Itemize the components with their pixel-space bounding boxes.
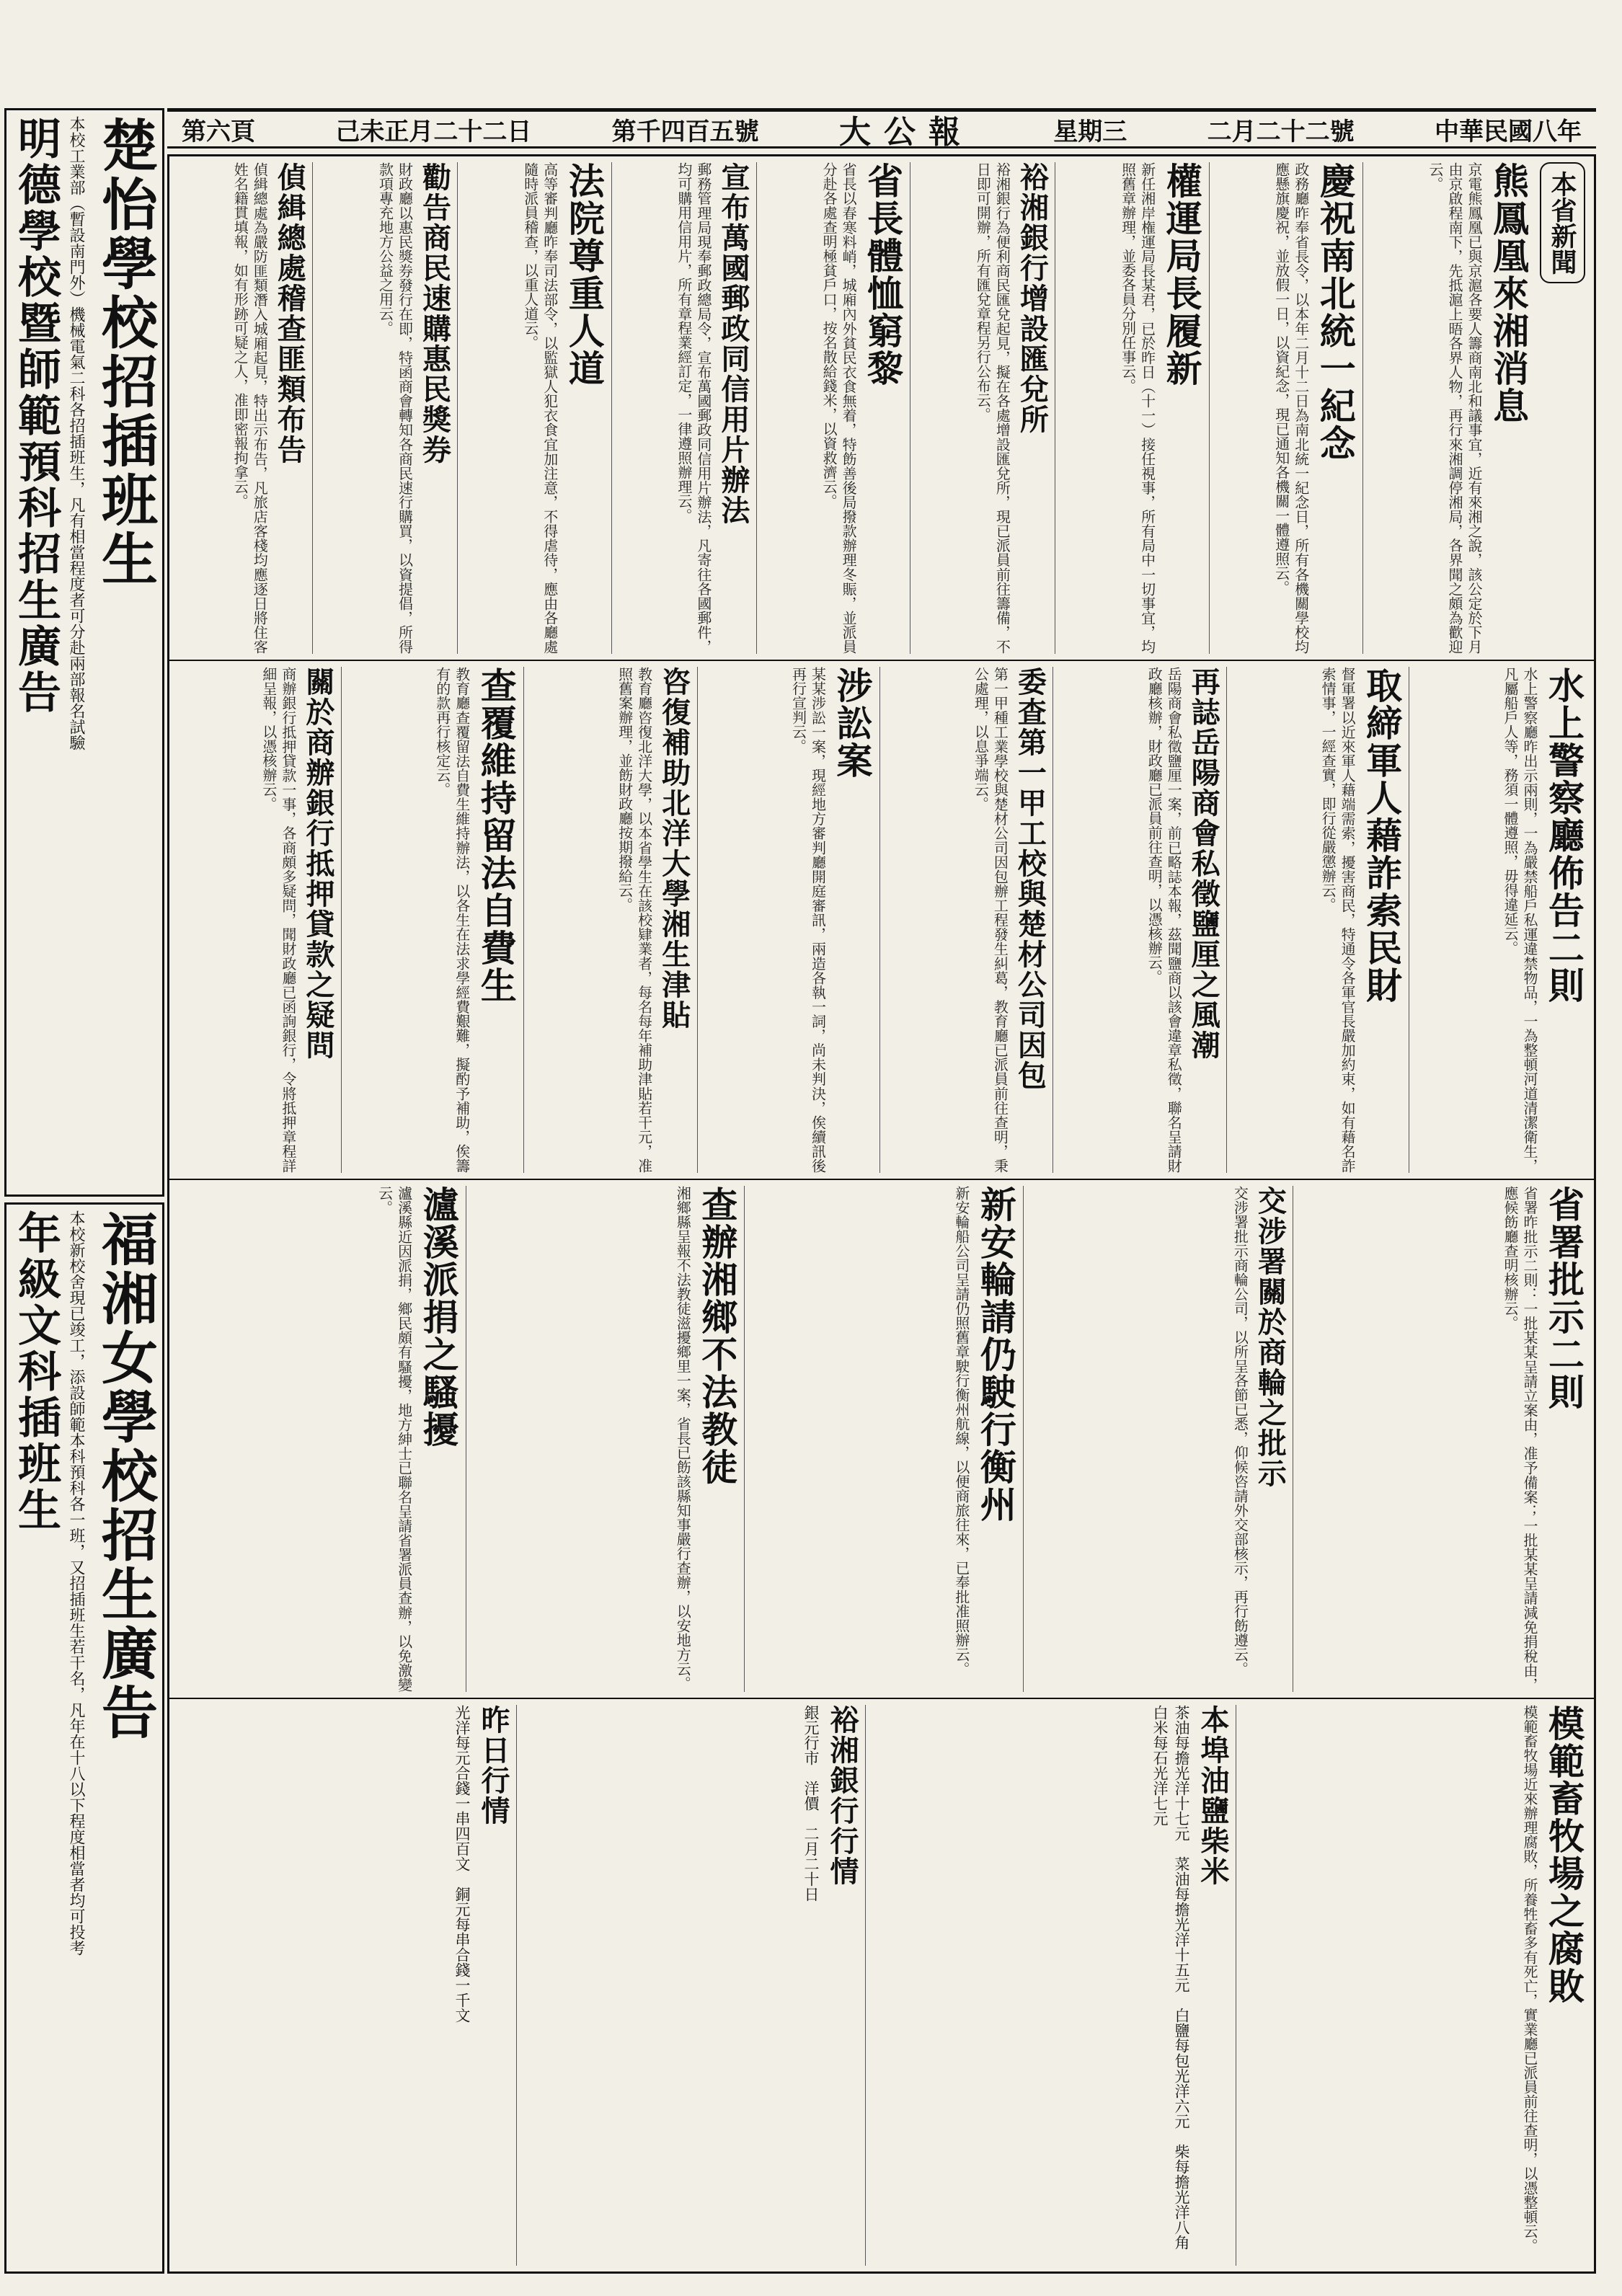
article xyxy=(534,667,698,1173)
article-body: 水上警察廳昨出示兩則，一為嚴禁船戶私運違禁物品，一為整頓河道清潔衛生，凡屬船戶人等，務須一體遵照，毋得違延云。 xyxy=(1502,667,1538,1173)
article xyxy=(178,1186,466,1692)
article xyxy=(1237,667,1409,1173)
article xyxy=(323,162,458,654)
article-body: 郵務管理局現奉郵政總局令，宣布萬國郵政同信用片辦法，凡寄往各國郵件，均可購用信用片，所有章程業經訂定，一律遵照辦理云。 xyxy=(675,162,712,654)
article xyxy=(1419,667,1585,1173)
tier-4 xyxy=(169,1699,1594,2271)
article-body: 高等審判廳昨奉司法部令，以監獄人犯衣食宜加注意，不得虐待，應由各廳處隨時派員稽查，以重人道云。 xyxy=(521,162,559,654)
article-headline: 模範畜牧場之腐敗 xyxy=(1543,1705,1585,2005)
article-body: 模範畜牧場近來辦理腐敗，所養牲畜多有死亡，實業廳已派員前往查明，以憑整頓云。 xyxy=(1521,1705,1538,2253)
article-headline: 再誌岳陽商會私徵鹽厘之風潮 xyxy=(1187,667,1221,1060)
article-headline: 新安輪請仍駛行衡州 xyxy=(974,1186,1017,1523)
article-headline: 省署批示二則 xyxy=(1543,1186,1585,1411)
article-body: 省署昨批示二則：一批某某呈請立案由，准予備案；一批某某呈請減免捐稅由，應候飭廳查明核辦云。 xyxy=(1502,1186,1538,1692)
article-body: 商辦銀行抵押貸款一事，各商頗多疑問，聞財政廳已函詢銀行，令將抵押章程詳細呈報，以憑核辦云。 xyxy=(260,667,297,1173)
article-headline: 交涉署關於商輪之批示 xyxy=(1253,1186,1288,1489)
article-body: 瀘溪縣近因派捐，鄉民頗有騷擾，地方紳士已聯名呈請省署派員查辦，以免激變云。 xyxy=(376,1186,413,1692)
article-headline: 裕湘銀行行情 xyxy=(825,1705,859,1887)
article xyxy=(1034,1186,1294,1692)
article-headline: 權運局長履新 xyxy=(1160,162,1203,387)
article-headline: 咨復補助北洋大學湘生津貼 xyxy=(657,667,691,1030)
article xyxy=(1373,162,1530,654)
article-headline: 裕湘銀行增設匯兌所 xyxy=(1015,162,1050,435)
masthead-lunar: 己未正月二十二日 xyxy=(335,117,532,146)
article-headline: 涉訟案 xyxy=(830,667,874,779)
news-frame xyxy=(167,154,1596,2274)
masthead-weekday: 星期三 xyxy=(1053,117,1127,146)
section-label: 本省新聞 xyxy=(1540,162,1585,283)
article xyxy=(1220,162,1363,654)
article-headline: 瀘溪派捐之騷擾 xyxy=(417,1186,460,1448)
masthead-issue: 第千四百五號 xyxy=(611,117,759,146)
article xyxy=(1065,162,1209,654)
article-body: 財政廳以惠民獎券發行在即，特函商會轉知各商民速行購買，以資提倡，所得款項專充地方公益之用云。 xyxy=(376,162,414,654)
tier-1 xyxy=(169,156,1594,661)
article-headline: 本埠油鹽柴米 xyxy=(1196,1705,1230,1887)
market-prices xyxy=(876,1705,1236,2266)
article xyxy=(1063,667,1227,1173)
article-body: 督軍署以近來軍人藉端需索，擾害商民，特通令各軍官長嚴加約束，如有藉名詐索情事，一經查實，即行從嚴懲辦云。 xyxy=(1319,667,1357,1173)
masthead-page: 第六頁 xyxy=(182,117,255,146)
market-body: 茶油每擔光洋十七元 菜油每擔光洋十五元 白鹽每包光洋六元 柴每擔光洋八角 白米每石光洋七元 xyxy=(1151,1705,1190,2265)
article-body: 教育廳查覆留法自費生維持辦法，以各生在法求學經費艱難，擬酌予補助，俟籌有的款再行核定云。 xyxy=(433,667,471,1173)
article-body: 交涉署批示商輪公司，以所呈各節已悉，仰候咨請外交部核示，再行飭遵云。 xyxy=(1231,1186,1249,1676)
article xyxy=(1246,1705,1585,2266)
daily-quotes xyxy=(178,1705,517,2266)
masthead xyxy=(167,108,1596,149)
article-body: 新安輪船公司呈請仍照舊章駛行衡州航線，以便商旅往來，已奉批准照辦云。 xyxy=(952,1186,970,1676)
article-headline: 查覆維持留法自費生 xyxy=(474,667,518,1004)
article xyxy=(352,667,524,1173)
article-body: 湘鄉縣呈報不法教徒滋擾鄉里一案，省長已飭該縣知事嚴行查辦，以安地方云。 xyxy=(674,1186,692,1690)
article xyxy=(890,667,1054,1173)
article-headline: 取締軍人藉詐索民財 xyxy=(1360,667,1404,1004)
article-headline: 水上警察廳佈告二則 xyxy=(1543,667,1585,1004)
masthead-date-roc: 中華民國八年 xyxy=(1434,117,1582,146)
ad-title: 福湘女學校招生廣告 xyxy=(92,1210,158,1742)
ad-title-secondary: 年級文科插班生 xyxy=(11,1210,61,1533)
article-body: 教育廳咨復北洋大學，以本省學生在該校肄業者，每名每年補助津貼若干元，准照舊案辦理，並飭財政廳按期撥給云。 xyxy=(616,667,653,1173)
bank-quotes xyxy=(527,1705,866,2266)
article xyxy=(178,162,313,654)
ad-body: 本校工業部（暫設南門外）機械電氣二科各招插班生，凡有相當程度者可分赴兩部報名試驗 xyxy=(67,116,85,750)
masthead-name: 大公報 xyxy=(838,114,973,151)
article xyxy=(622,162,757,654)
article-body: 政務廳昨奉省長令，以本年二月十二日為南北統一紀念日，所有各機關學校均應懸旗慶祝，並放假一日，以資紀念，現已通知各機關一體遵照云。 xyxy=(1272,162,1310,654)
article-headline: 熊鳳凰來湘消息 xyxy=(1487,162,1530,425)
article-body: 省長以春寒料峭，城廂內外貧民衣食無着，特飭善後局撥款辦理冬賑，並派員分赴各處查明極貧戶口，按名散給錢米，以資救濟云。 xyxy=(820,162,858,654)
article-body: 第一甲種工業學校與楚材公司因包辦工程發生糾葛，教育廳已派員前往查明，秉公處理，以息爭端云。 xyxy=(972,667,1009,1173)
article-headline: 省長體恤窮黎 xyxy=(861,162,905,387)
tier-3 xyxy=(169,1180,1594,1699)
article-body: 偵緝總處為嚴防匪類潛入城廂起見，特出示布告，凡旅店客棧均應逐日將住客姓名籍貫填報，如有形跡可疑之人，准即密報拘拿云。 xyxy=(231,162,269,654)
market-body: 光洋每元合錢一串四百文 銅元每串合錢一千文 xyxy=(453,1705,471,2023)
article xyxy=(1303,1186,1585,1692)
article xyxy=(755,1186,1024,1692)
article-headline: 查辦湘鄉不法教徒 xyxy=(696,1186,739,1486)
article-headline: 宣布萬國郵政同信用片辦法 xyxy=(716,162,750,526)
article xyxy=(477,1186,745,1692)
ad-body: 本校新校舍現已竣工，添設師範本科預科各一班，又招插班生若干名，凡年在十八以下程度相當者均可投考 xyxy=(67,1210,85,1956)
article-body: 岳陽商會私徵鹽厘一案，前已略誌本報，茲聞鹽商以該會違章私徵，聯名呈請財政廳核辦，財政廳已派員前往查明，以憑核辦云。 xyxy=(1145,667,1183,1173)
article-headline: 偵緝總處稽查匪類布告 xyxy=(272,162,307,465)
school-ad-chuyi xyxy=(4,108,164,1197)
article-headline: 昨日行情 xyxy=(477,1705,510,1826)
article-headline: 慶祝南北統一紀念 xyxy=(1313,162,1357,462)
article-headline: 關於商辦銀行抵押貸款之疑問 xyxy=(301,667,335,1060)
article-headline: 勸告商民速購惠民獎券 xyxy=(417,162,452,465)
article xyxy=(708,667,880,1173)
article-headline: 法院尊重人道 xyxy=(562,162,606,387)
ad-title: 楚怡學校招插班生 xyxy=(92,116,158,589)
masthead-date-day: 二月二十二號 xyxy=(1207,117,1355,146)
article xyxy=(178,667,342,1173)
article-headline: 委查第一甲工校與楚材公司因包 xyxy=(1013,667,1047,1091)
article-body: 京電熊鳳凰已與京滬各要人籌商南北和議事宜，近有來湘之說，該公定於下月由京啟程南下，先抵滬上晤各界人物，再行來湘調停湘局，各界聞之頗為歡迎云。 xyxy=(1427,162,1483,654)
article-body: 新任湘岸権運局長某君，已於昨日（十一）接任視事，所有局中一切事宜，均照舊章辦理，並委各員分別任事云。 xyxy=(1119,162,1156,654)
article xyxy=(468,162,611,654)
ad-title-secondary: 明德學校暨師範預科招生廣告 xyxy=(11,116,61,716)
article-body: 某某涉訟一案，現經地方審判廳開庭審訊，兩造各執一詞，尚未判決，俟續訊後再行宣判云。 xyxy=(789,667,827,1173)
tier-2 xyxy=(169,661,1594,1180)
market-body: 銀元行市 洋價 二月二十日 xyxy=(802,1705,820,1902)
article xyxy=(767,162,910,654)
article-body: 裕湘銀行為便利商民匯兌起見，擬在各處增設匯兌所，現已派員前往籌備，不日即可開辦，所有匯兌章程另行公布云。 xyxy=(974,162,1011,654)
article xyxy=(921,162,1055,654)
school-ad-fuxiang xyxy=(4,1202,164,2274)
